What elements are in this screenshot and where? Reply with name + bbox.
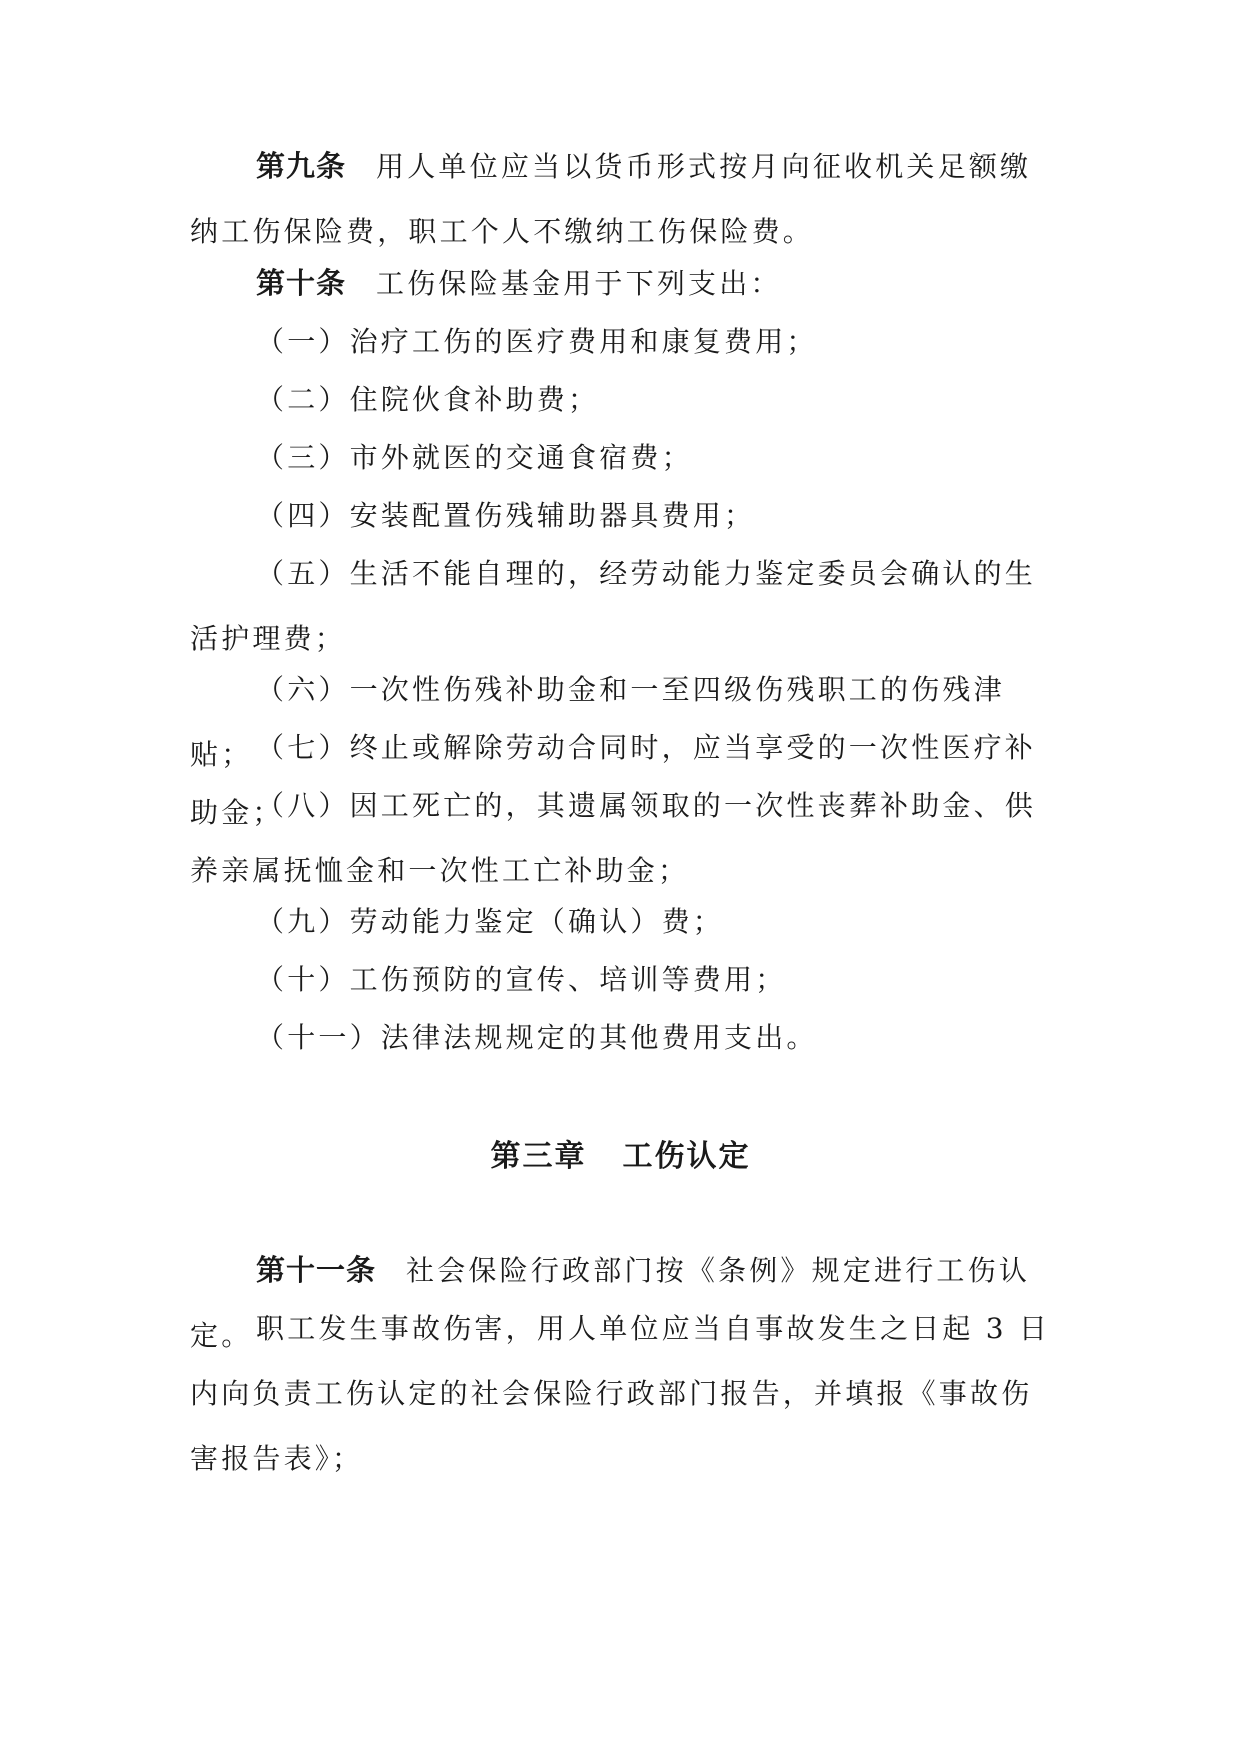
article-9 xyxy=(190,134,1052,264)
article-10-item-9: （九）劳动能力鉴定（确认）费； xyxy=(256,905,725,938)
article-10-item-2: （二）住院伙食补助费； xyxy=(256,383,600,416)
chapter-heading xyxy=(0,1131,1241,1175)
article-10-item-8: （八）因工死亡的，其遗属领取的一次性丧葬补助金、供养亲属抚恤金和一次性工亡补助金； xyxy=(190,789,1037,887)
article-11-body: 社会保险行政部门按《条例》规定进行工伤认定。 xyxy=(190,1254,1031,1352)
article-11-heading: 第十一条 xyxy=(256,1253,377,1287)
article-9-heading: 第九条 xyxy=(256,149,347,183)
article-10-item-10: （十）工伤预防的宣传、培训等费用； xyxy=(256,963,787,996)
article-10-heading: 第十条 xyxy=(256,266,347,300)
article-10-item-7: （七）终止或解除劳动合同时，应当享受的一次性医疗补助金； xyxy=(190,731,1037,829)
article-10-item-3: （三）市外就医的交通食宿费； xyxy=(256,441,693,474)
article-10-item-1: （一）治疗工伤的医疗费用和康复费用； xyxy=(256,325,818,358)
article-10-item-5: （五）生活不能自理的，经劳动能力鉴定委员会确认的生活护理费； xyxy=(190,557,1037,655)
chapter-number: 第三章 xyxy=(490,1139,587,1174)
article-10-item-4: （四）安装配置伤残辅助器具费用； xyxy=(256,499,756,532)
article-9-body: 用人单位应当以货币形式按月向征收机关足额缴纳工伤保险费，职工个人不缴纳工伤保险费。 xyxy=(190,150,1032,248)
article-10-body: 工伤保险基金用于下列支出： xyxy=(376,267,782,300)
article-11-paragraph-2: 职工发生事故伤害，用人单位应当自事故发生之日起 3 日内向负责工伤认定的社会保险行政部门报告，并填报《事故伤害报告表》； xyxy=(190,1312,1051,1475)
chapter-title: 工伤认定 xyxy=(622,1139,751,1174)
article-10-item-11: （十一）法律法规规定的其他费用支出。 xyxy=(256,1021,818,1054)
article-10-item-6: （六）一次性伤残补助金和一至四级伤残职工的伤残津贴； xyxy=(190,673,1005,771)
article-10 xyxy=(190,251,1052,316)
